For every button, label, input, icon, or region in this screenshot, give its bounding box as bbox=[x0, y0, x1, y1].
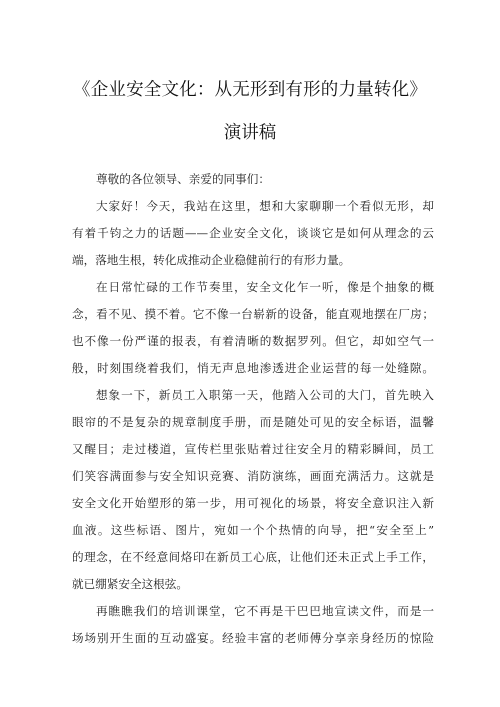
paragraph-line: 想象一下，新员工入职第一天，他踏入公司的大门，首先映入 bbox=[96, 388, 434, 402]
paragraph-2 bbox=[72, 274, 434, 382]
paragraph-line: 念，看不见、摸不着。它不像一台崭新的设备，能直观地摆在厂房； bbox=[72, 307, 434, 321]
paragraph-line: 场场别开生面的互动盛宴。经验丰富的老师傅分享亲身经历的惊险 bbox=[72, 631, 434, 645]
paragraph-line: 安全文化开始塑形的第一步，用可视化的场景，将安全意识注入新 bbox=[72, 496, 434, 510]
paragraph-line: 有着千钧之力的话题——企业安全文化，谈谈它是如何从理念的云 bbox=[72, 226, 434, 240]
document-title: 《企业安全文化：从无形到有形的力量转化》 bbox=[73, 80, 427, 100]
salutation: 尊敬的各位领导、亲爱的同事们： bbox=[96, 172, 270, 186]
paragraph-line: 般，时刻围绕着我们，悄无声息地渗透进企业运营的每一处缝隙。 bbox=[72, 361, 434, 375]
paragraph-line: 眼帘的不是复杂的规章制度手册，而是随处可见的安全标语，温馨 bbox=[72, 415, 434, 429]
paragraph-line: 也不像一份严谨的报表，有着清晰的数据罗列。但它，却如空气一 bbox=[72, 334, 434, 348]
paragraph-1 bbox=[72, 193, 434, 274]
paragraph-line: 们笑容满面参与安全知识竞赛、消防演练，画面充满活力。这就是 bbox=[72, 469, 434, 483]
document-body bbox=[72, 166, 434, 652]
paragraph-3 bbox=[72, 382, 434, 598]
paragraph-line: 就已绷紧安全这根弦。 bbox=[72, 577, 188, 591]
paragraph-line: 血液。这些标语、图片，宛如一个个热情的向导，把“安全至上” bbox=[72, 523, 434, 537]
paragraph-line: 再瞧瞧我们的培训课堂，它不再是干巴巴地宣读文件，而是一 bbox=[96, 604, 434, 618]
paragraph-line: 的理念，在不经意间烙印在新员工心底，让他们还未正式上手工作， bbox=[72, 550, 434, 564]
paragraph-line: 在日常忙碌的工作节奏里，安全文化乍一听，像是个抽象的概 bbox=[96, 280, 434, 294]
paragraph-line: 端，落地生根，转化成推动企业稳健前行的有形力量。 bbox=[72, 253, 351, 267]
paragraph-line: 大家好！今天，我站在这里，想和大家聊聊一个看似无形，却 bbox=[96, 199, 434, 213]
paragraph-line: 又醒目；走过楼道，宣传栏里张贴着过往安全月的精彩瞬间，员工 bbox=[72, 442, 434, 456]
paragraph-4 bbox=[72, 598, 434, 652]
document-subtitle: 演讲稿 bbox=[223, 123, 277, 143]
